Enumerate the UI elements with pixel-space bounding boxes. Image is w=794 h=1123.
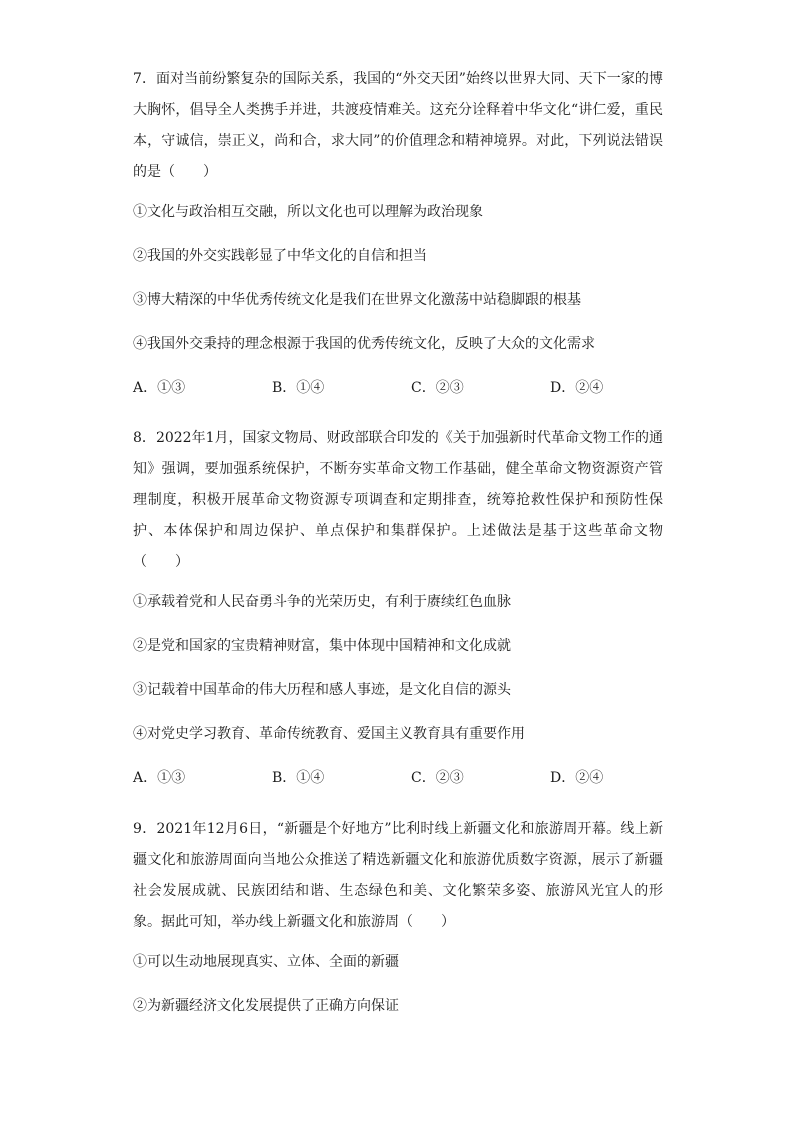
option-c[interactable]: C．②③: [411, 380, 464, 396]
question-8: [133, 423, 663, 812]
question-8-stem: 8．2022年1月，国家文物局、财政部联合印发的《关于加强新时代革命文物工作的通知》强调，要加强系统保护，不断夯实革命文物工作基础，健全革命文物资源资产管理制度，积极开展革命文物资源专项调查和定期排查，统筹抢救性保护和预防性保护、本体保护和周边保护、单点保护和集群保护。上述做法是基于这些革命文物（ ）: [133, 430, 663, 570]
question-9-statement-1: ①可以生动地展现真实、立体、全面的新疆: [133, 954, 399, 970]
question-7-options: [133, 378, 663, 422]
question-8-statement-4: ④对党史学习教育、革命传统教育、爱国主义教育具有重要作用: [133, 726, 525, 742]
question-7-statement-2: ②我国的外交实践彰显了中华文化的自信和担当: [133, 248, 427, 264]
question-8-options: [133, 768, 663, 812]
option-a[interactable]: A．①③: [133, 770, 186, 786]
option-d[interactable]: D．②④: [550, 770, 604, 786]
option-b[interactable]: B．①④: [272, 380, 325, 396]
option-c[interactable]: C．②③: [411, 770, 464, 786]
question-8-statement-1: ①承载着党和人民奋勇斗争的光荣历史，有利于赓续红色血脉: [133, 594, 511, 610]
question-7-statement-4: ④我国外交秉持的理念根源于我国的优秀传统文化，反映了大众的文化需求: [133, 336, 595, 352]
question-9-stem: 9．2021年12月6日，“新疆是个好地方”比利时线上新疆文化和旅游周开幕。线上新疆文化和旅游周面向当地公众推送了精选新疆文化和旅游优质数字资源，展示了新疆社会发展成就、民族团结和谐、生态绿色和美、文化繁荣多姿、旅游风光宜人的形象。据此可知，举办线上新疆文化和旅游周（ ）: [133, 821, 663, 930]
question-7-statement-3: ③博大精深的中华优秀传统文化是我们在世界文化激荡中站稳脚跟的根基: [133, 292, 581, 308]
question-9-statement-2: ②为新疆经济文化发展提供了正确方向保证: [133, 998, 399, 1014]
option-a[interactable]: A．①③: [133, 380, 186, 396]
question-8-statement-3: ③记载着中国革命的伟大历程和感人事迹，是文化自信的源头: [133, 682, 511, 698]
question-7: [133, 64, 663, 422]
question-7-statement-1: ①文化与政治相互交融，所以文化也可以理解为政治现象: [133, 204, 483, 220]
option-d[interactable]: D．②④: [550, 380, 604, 396]
question-7-stem: 7．面对当前纷繁复杂的国际关系，我国的“外交天团”始终以世界大同、天下一家的博大胸怀，倡导全人类携手并进，共渡疫情难关。这充分诠释着中华文化“讲仁爱，重民本，守诚信，崇正义，尚和合，求大同”的价值理念和精神境界。对此，下列说法错误的是（ ）: [133, 71, 663, 180]
question-9: [133, 814, 663, 1040]
option-b[interactable]: B．①④: [272, 770, 325, 786]
question-8-statement-2: ②是党和国家的宝贵精神财富，集中体现中国精神和文化成就: [133, 638, 511, 654]
